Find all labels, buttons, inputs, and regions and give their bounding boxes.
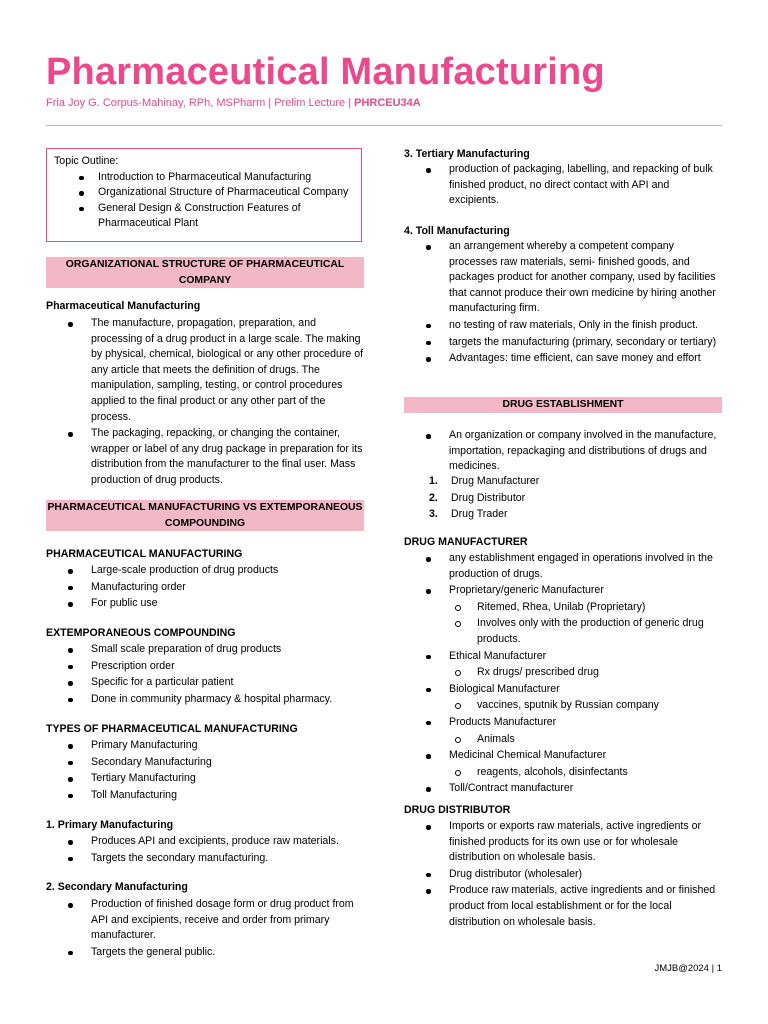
section-heading: PHARMACEUTICAL MANUFACTURING <box>46 548 243 560</box>
drug-establishment-list <box>404 428 722 476</box>
course-code: PHRCEU34A <box>354 97 421 109</box>
list-item: Medicinal Chemical Manufacturer <box>404 748 722 764</box>
list-item: Products Manufacturer <box>404 715 722 731</box>
section-band-pm-vs-ec: PHARMACEUTICAL MANUFACTURING VS EXTEMPORANEOUS COMPOUNDING <box>46 500 364 531</box>
tertiary-list <box>404 162 722 210</box>
list-item: Small scale preparation of drug products <box>46 642 364 658</box>
list-item: Manufacturing order <box>46 580 364 596</box>
list-item: Imports or exports raw materials, active ingredients or finished products for its own use or for wholesale distribution on wholesale basis. <box>404 819 722 866</box>
section-heading: TYPES OF PHARMACEUTICAL MANUFACTURING <box>46 723 298 735</box>
pm-list <box>46 316 364 490</box>
page-footer: JMJB@2024 | 1 <box>654 963 722 974</box>
item-text: Drug Distributor <box>451 491 526 504</box>
sub-list-item: Animals <box>404 732 722 748</box>
list-item: Introduction to Pharmaceutical Manufacturing <box>54 170 353 186</box>
item-text: Drug Manufacturer <box>451 475 540 487</box>
page-title: Pharmaceutical Manufacturing <box>46 51 605 93</box>
item-number: 2. <box>429 491 438 504</box>
numbered-item <box>404 474 722 490</box>
sub-list-item: Involves only with the production of generic drug products. <box>404 616 722 647</box>
list-item: Secondary Manufacturing <box>46 755 364 771</box>
section-heading: 2. Secondary Manufacturing <box>46 881 188 893</box>
section-band-organizational-structure: ORGANIZATIONAL STRUCTURE OF PHARMACEUTICAL COMPANY <box>46 257 364 288</box>
list-item: Biological Manufacturer <box>404 682 722 698</box>
primary-list <box>46 834 364 867</box>
sub-list-item: reagents, alcohols, disinfectants <box>404 765 722 781</box>
drug-distributor-list <box>404 819 722 931</box>
list-item: Done in community pharmacy & hospital pharmacy. <box>46 692 364 708</box>
list-item: no testing of raw materials, Only in the finish product. <box>404 318 722 334</box>
section-heading: DRUG DISTRIBUTOR <box>404 804 511 816</box>
list-item: Targets the secondary manufacturing. <box>46 851 364 867</box>
list-item: Advantages: time efficient, can save money and effort <box>404 351 722 367</box>
section-heading: 1. Primary Manufacturing <box>46 819 174 831</box>
list-item: The packaging, repacking, or changing the container, wrapper or label of any drug package in preparation for its distribution from the manufacturer to the final user. Mass production of drug products. <box>46 426 364 488</box>
header-rule <box>46 125 722 126</box>
numbered-item <box>404 507 722 523</box>
topic-outline-list <box>54 170 353 232</box>
list-item: Prescription order <box>46 659 364 675</box>
item-number: 3. <box>429 508 438 521</box>
list-item: Large-scale production of drug products <box>46 563 364 579</box>
types-list <box>46 738 364 804</box>
section-heading: Pharmaceutical Manufacturing <box>46 300 201 312</box>
sub-list-item: Rx drugs/ prescribed drug <box>404 665 722 681</box>
list-item: Primary Manufacturing <box>46 738 364 754</box>
ec-list <box>46 642 364 708</box>
list-item: Production of finished dosage form or drug product from API and excipients, receive and order from primary manufacturer. <box>46 897 364 944</box>
section-heading: 3. Tertiary Manufacturing <box>404 148 530 160</box>
section-band-drug-establishment: DRUG ESTABLISHMENT <box>404 397 722 413</box>
subtitle-author: Fria Joy G. Corpus-Mahinay, RPh, MSPharm | Prelim Lecture | <box>46 97 355 109</box>
sub-list-item: Ritemed, Rhea, Unilab (Proprietary) <box>404 600 722 616</box>
list-item: an arrangement whereby a competent company processes raw materials, semi- finished goods, and packages product for another company, used by facilities that cannot produce their own medicine by hiring another manufacturing firm. <box>404 239 722 317</box>
list-item: Produce raw materials, active ingredients and or finished product from local establishment or for the local distribution on wholesale basis. <box>404 883 722 930</box>
topic-outline-label: Topic Outline: <box>54 155 119 167</box>
list-item: Organizational Structure of Pharmaceutical Company <box>54 185 353 201</box>
list-item: For public use <box>46 596 364 612</box>
sub-list-item: vaccines, sputnik by Russian company <box>404 698 722 714</box>
list-item: Toll Manufacturing <box>46 788 364 804</box>
numbered-item <box>404 491 722 507</box>
toll-list <box>404 239 722 368</box>
item-number: 1. <box>429 475 438 487</box>
list-item: production of packaging, labelling, and repacking of bulk finished product, no direct contact with API and excipients. <box>404 162 722 209</box>
secondary-list <box>46 897 364 961</box>
list-item: Drug distributor (wholesaler) <box>404 867 722 883</box>
list-item: Specific for a particular patient <box>46 675 364 691</box>
list-item: targets the manufacturing (primary, secondary or tertiary) <box>404 335 722 351</box>
list-item: General Design & Construction Features of Pharmaceutical Plant <box>54 201 353 232</box>
section-heading: EXTEMPORANEOUS COMPOUNDING <box>46 627 236 639</box>
pm2-list <box>46 563 364 613</box>
list-item: Tertiary Manufacturing <box>46 771 364 787</box>
list-item: Toll/Contract manufacturer <box>404 781 722 797</box>
drug-establishment-numbered <box>404 474 722 524</box>
section-heading: 4. Toll Manufacturing <box>404 225 510 237</box>
subtitle <box>46 97 421 109</box>
list-item: Ethical Manufacturer <box>404 649 722 665</box>
list-item: An organization or company involved in the manufacture, importation, repackaging and distributions of drugs and medicines. <box>404 428 722 475</box>
list-item: The manufacture, propagation, preparation, and processing of a drug product in a large scale. The making by physical, chemical, biological or any other procedure of any article that meets the definition of drugs. The manipulation, sampling, testing, or control procedures applied to the final product or any other part of the process. <box>46 316 364 425</box>
list-item: Proprietary/generic Manufacturer <box>404 583 722 599</box>
section-heading: DRUG MANUFACTURER <box>404 536 528 548</box>
list-item: Targets the general public. <box>46 945 364 961</box>
topic-outline-box <box>46 148 362 242</box>
list-item: any establishment engaged in operations involved in the production of drugs. <box>404 551 722 582</box>
drug-manufacturer-list <box>404 551 722 798</box>
item-text: Drug Trader <box>451 508 508 521</box>
list-item: Produces API and excipients, produce raw materials. <box>46 834 364 850</box>
